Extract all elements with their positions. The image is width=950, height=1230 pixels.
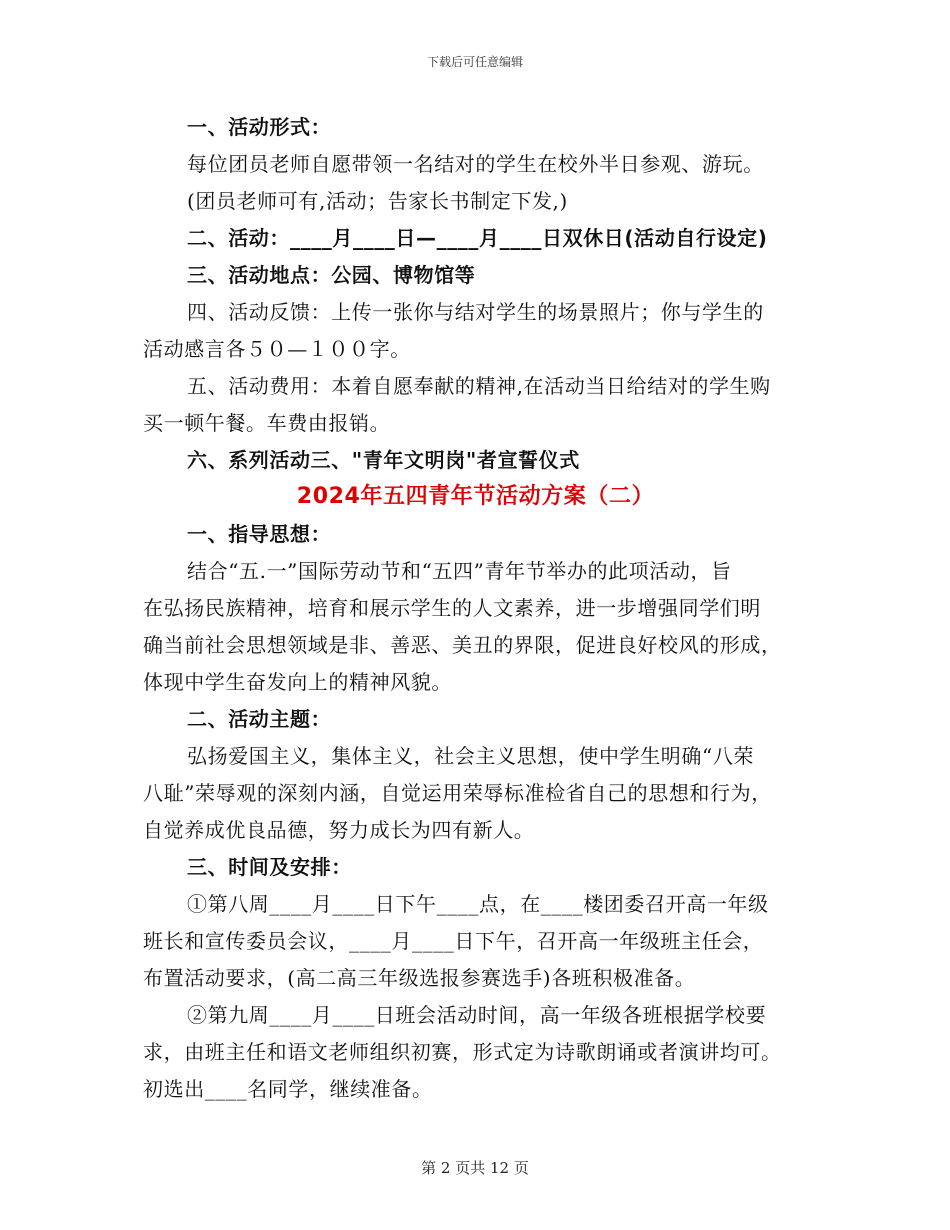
paragraph-line: ①第八周____月____日下午____点，在____楼团委召开高一年级 bbox=[187, 892, 769, 916]
paragraph-line: 体现中学生奋发向上的精神风貌。 bbox=[143, 670, 452, 694]
paragraph-line: 确当前社会思想领域是非、善恶、美丑的界限，促进良好校风的形成， bbox=[143, 633, 782, 657]
section-heading: 三、活动地点：公园、博物馆等 bbox=[187, 263, 476, 287]
paragraph-line: 班长和宣传委员会议，____月____日下午，召开高一年级班主任会， bbox=[143, 929, 764, 953]
page-footer: 第 2 页共 12 页 bbox=[421, 1159, 529, 1177]
paragraph-line: 买一顿午餐。车费由报销。 bbox=[143, 411, 391, 435]
page-header: 下载后可任意编辑 bbox=[426, 55, 523, 69]
section-heading: 二、活动主题： bbox=[187, 707, 332, 731]
section-heading: 六、系列活动三、"青年文明岗"者宣誓仪式 bbox=[187, 448, 580, 472]
paragraph-line: 四、活动反馈：上传一张你与结对学生的场景照片；你与学生的 bbox=[187, 300, 764, 324]
paragraph-line: 在弘扬民族精神，培育和展示学生的人文素养，进一步增强同学们明 bbox=[143, 596, 761, 620]
paragraph-line: (团员老师可有,活动；告家长书制定下发,) bbox=[187, 189, 568, 213]
paragraph-line: ②第九周____月____日班会活动时间，高一年级各班根据学校要 bbox=[187, 1003, 767, 1027]
paragraph-line: 五、活动费用：本着自愿奉献的精神,在活动当日给结对的学生购 bbox=[187, 374, 771, 398]
document-body bbox=[143, 113, 808, 1112]
document-title: 2024年五四青年节活动方案（二） bbox=[296, 484, 655, 509]
paragraph-line: 自觉养成优良品德，努力成长为四有新人。 bbox=[143, 818, 535, 842]
section-heading: 一、活动形式： bbox=[187, 115, 332, 139]
paragraph-line: 求，由班主任和语文老师组织初赛，形式定为诗歌朗诵或者演讲均可。 bbox=[143, 1040, 782, 1064]
paragraph-line: 初选出____名同学，继续准备。 bbox=[143, 1077, 433, 1101]
paragraph-line: 弘扬爱国主义，集体主义，社会主义思想，使中学生明确“八荣 bbox=[187, 744, 755, 768]
paragraph-line: 结合“五.一”国际劳动节和“五四”青年节举办的此项活动，旨 bbox=[187, 559, 732, 583]
section-heading: 三、时间及安排： bbox=[187, 855, 352, 879]
paragraph-line: 每位团员老师自愿带领一名结对的学生在校外半日参观、游玩。 bbox=[187, 152, 764, 176]
paragraph-line: 布置活动要求，(高二高三年级选报参赛选手)各班积极准备。 bbox=[143, 966, 696, 990]
paragraph-line: 活动感言各５０—１００字。 bbox=[143, 337, 411, 361]
paragraph-line: 八耻”荣辱观的深刻内涵，自觉运用荣辱标准检省自己的思想和行为， bbox=[143, 781, 772, 805]
section-heading: 二、活动：____月____日—____月____日双休日(活动自行设定) bbox=[187, 226, 768, 250]
section-heading: 一、指导思想： bbox=[187, 522, 332, 546]
